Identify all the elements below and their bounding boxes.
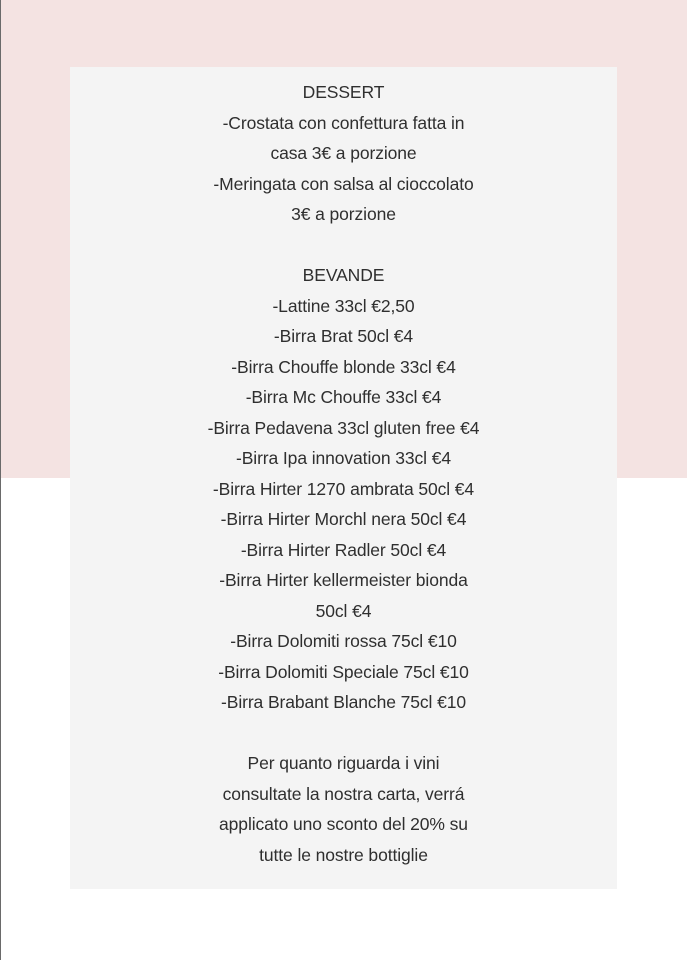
drink-item-line: -Birra Hirter 1270 ambrata 50cl €4: [212, 479, 475, 499]
drink-item-line: -Birra Pedavena 33cl gluten free €4: [207, 418, 480, 438]
drink-item-line: -Birra Dolomiti Speciale 75cl €10: [218, 662, 469, 682]
dessert-heading: DESSERT: [302, 82, 385, 102]
drink-item-line: -Birra Ipa innovation 33cl €4: [235, 448, 451, 468]
drink-item-line: -Birra Mc Chouffe 33cl €4: [245, 387, 442, 407]
wine-note-line: applicato uno sconto del 20% su: [219, 814, 468, 834]
dessert-item-line: -Meringata con salsa al cioccolato: [213, 174, 474, 194]
wine-note-line: consultate la nostra carta, verrá: [222, 784, 465, 804]
dessert-item-line: casa 3€ a porzione: [270, 143, 417, 163]
dessert-item-line: 3€ a porzione: [291, 204, 396, 224]
drink-item-line: -Birra Dolomiti rossa 75cl €10: [230, 631, 457, 651]
page-left-edge: [0, 0, 1, 960]
wine-note-line: Per quanto riguarda i vini: [247, 753, 440, 773]
drink-item-line: -Birra Hirter kellermeister bionda: [219, 570, 468, 590]
wine-note-line: tutte le nostre bottiglie: [259, 845, 428, 865]
drinks-heading: BEVANDE: [302, 265, 385, 285]
drink-item-line: -Birra Brabant Blanche 75cl €10: [221, 692, 466, 712]
menu-card: [70, 67, 617, 889]
drink-item-line: 50cl €4: [315, 601, 372, 621]
drink-item-line: -Birra Brat 50cl €4: [273, 326, 414, 346]
drink-item-line: -Birra Hirter Morchl nera 50cl €4: [220, 509, 467, 529]
dessert-item-line: -Crostata con confettura fatta in: [222, 113, 465, 133]
drink-item-line: -Lattine 33cl €2,50: [272, 296, 415, 316]
drink-item-line: -Birra Chouffe blonde 33cl €4: [231, 357, 456, 377]
drink-item-line: -Birra Hirter Radler 50cl €4: [240, 540, 447, 560]
